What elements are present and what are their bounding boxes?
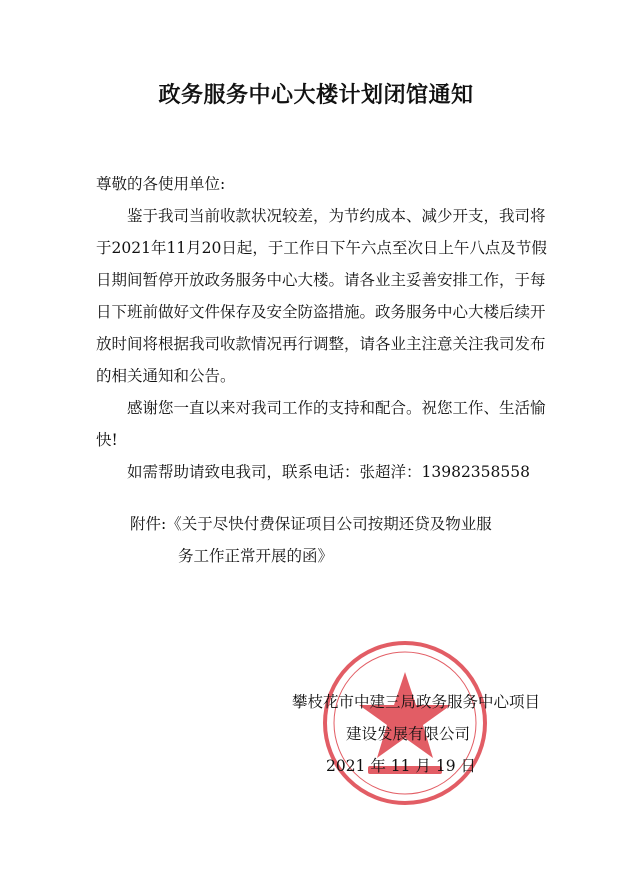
- attachment-label: 附件:: [130, 515, 167, 533]
- signature-org-line2: 建设发展有限公司: [345, 725, 470, 743]
- signature-date: 2021 年 11 月 19 日: [325, 757, 476, 775]
- attachment-title-line1: 《关于尽快付费保证项目公司按期还贷及物业服: [166, 515, 492, 533]
- contact-paragraph: 如需帮助请致电我司，联系电话：张超洋：13982358558: [127, 463, 530, 481]
- salutation: 尊敬的各使用单位:: [96, 175, 226, 193]
- signature-org-line1: 攀枝花市中建三局政务服务中心项目: [291, 693, 540, 711]
- signature-block: [292, 686, 540, 782]
- notice-body: [96, 168, 556, 488]
- body-paragraph-1: 鉴于我司当前收款状况较差，为节约成本、减少开支，我司将于2021年11月20日起，于工作日下午六点至次日上午八点及节假日期间暂停开放政务服务中心大楼。请各业主妥善安排工作，于每日下班前做好文件保存及安全防盗措施。政务服务中心大楼后续开放时间将根据我司收款情况再行调整，请各业主注意关注我司发布的相关通知和公告。: [96, 207, 547, 385]
- notice-title: 政务服务中心大楼计划闭馆通知: [158, 83, 474, 108]
- body-paragraph-2: 感谢您一直以来对我司工作的支持和配合。祝您工作、生活愉快!: [96, 399, 546, 449]
- attachment-title-line2: 务工作正常开展的函》: [178, 547, 334, 565]
- attachment: [130, 508, 560, 572]
